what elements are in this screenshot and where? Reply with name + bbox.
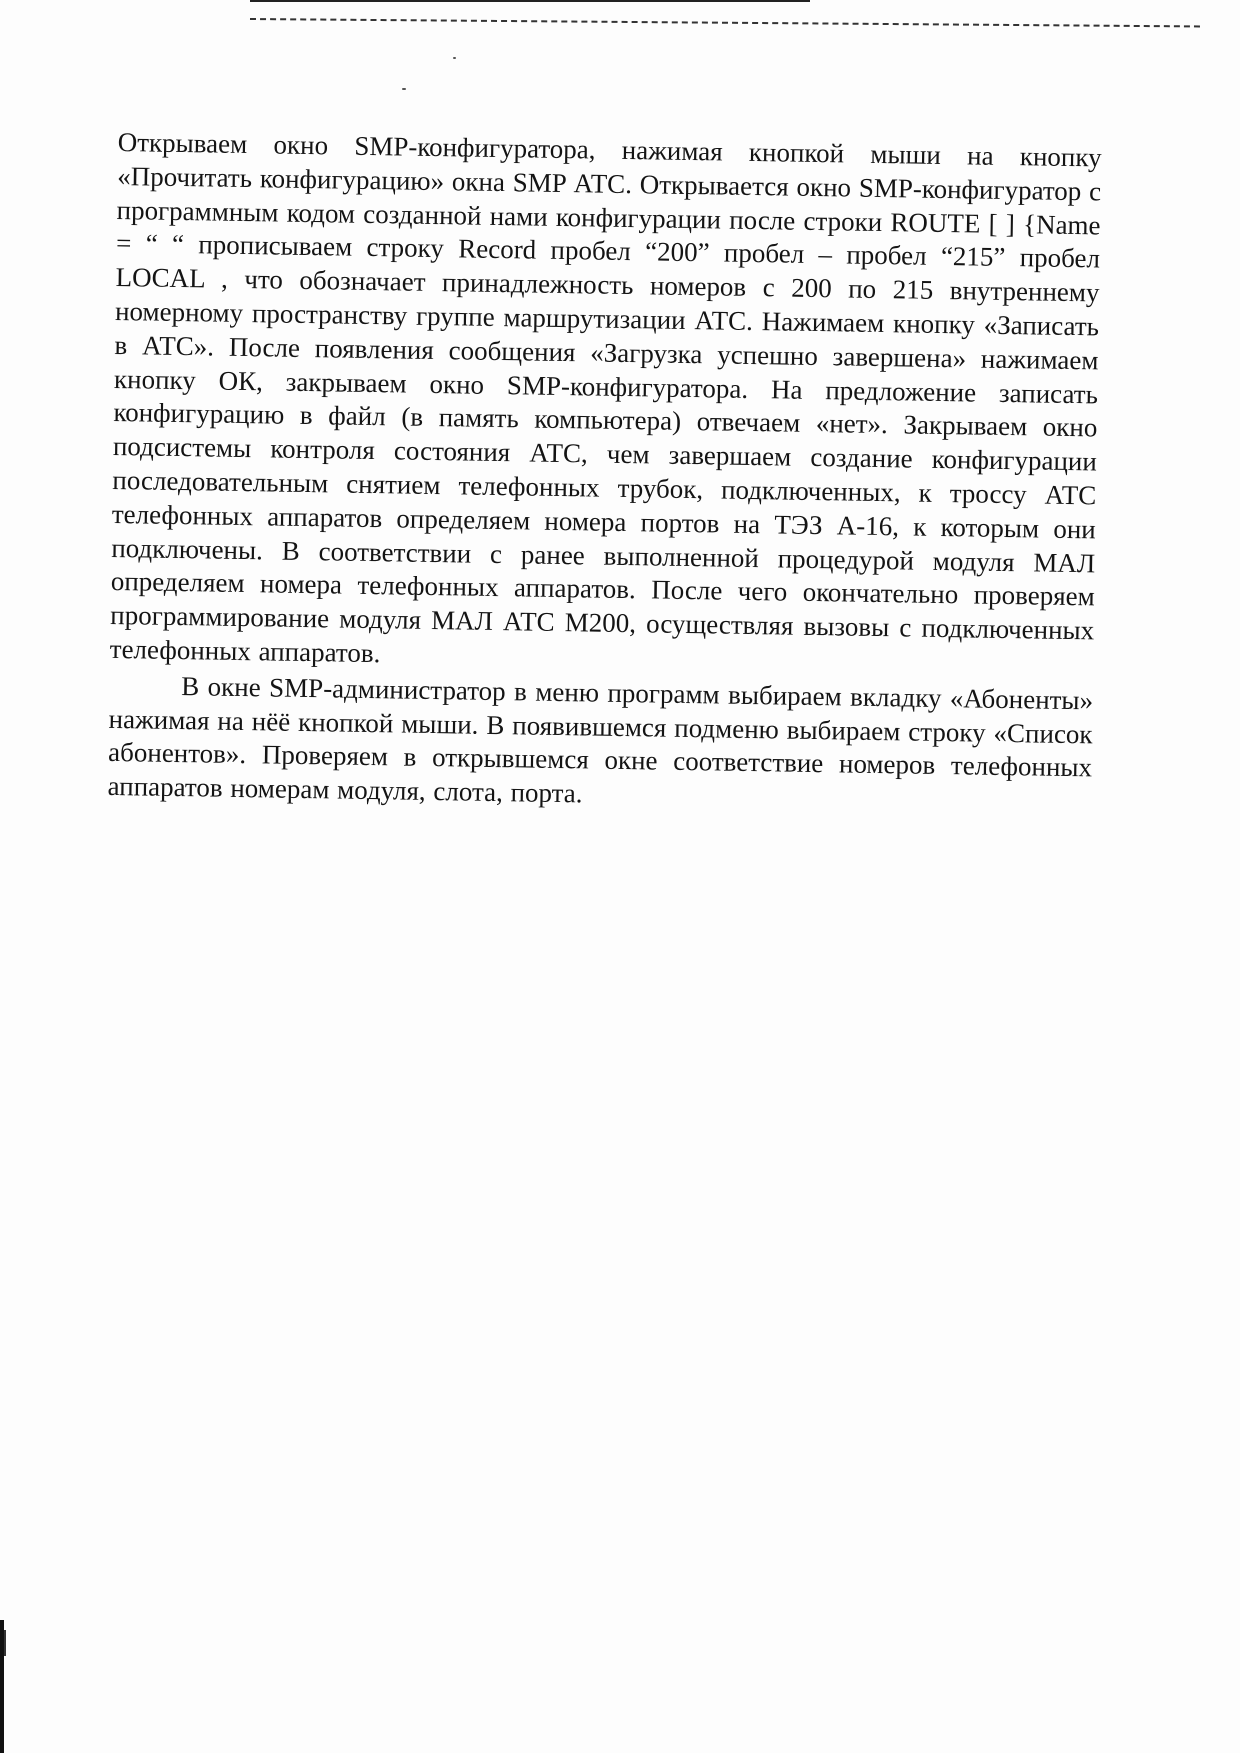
- paragraph-1: Открываем окно SMP-конфигуратора, нажимая кнопкой мыши на кнопку «Прочитать конфигурацию» окна SMP АТС. Открывается окно SMP-конфигуратор с программным кодом созданной нами конфигурации после строки ROUTE [ ] {Name = “ “ прописываем строку Record пробел “200” пробел – пробел “215” пробел LOCAL , что обозначает принадлежность номеров с 200 по 215 внутреннему номерному пространству группе маршрутизации АТС. Нажимаем кнопку «Записать в АТС». После появления сообщения «Загрузка успешно завершена» нажимаем кнопку ОК, закрываем окно SMP-конфигуратора. На предложение записать конфигурацию в файл (в память компьютера) отвечаем «нет». Закрываем окно подсистемы контроля состояния АТС, чем завершаем создание конфигурации последовательным снятием телефонных трубок, подключенных, к троссу АТС телефонных аппаратов определяем номера портов на ТЭЗ А-16, к которым они подключены. В соответствии с ранее выполненной процедурой модуля МАЛ определяем номера телефонных аппаратов. После чего окончательно проверяем программирование модуля МАЛ АТС М200, осуществляя вызовы с подключенных телефонных аппаратов.: [109, 126, 1102, 669]
- scan-speck: [453, 57, 456, 59]
- paragraph-2: В окне SMP-администратор в меню программ выбираем вкладку «Абоненты» нажимая на нёё кнопкой мыши. В появившемся подменю выбираем строку «Список абонентов». Проверяем в открывшемся окне соответствие номеров телефонных аппаратов номерам модуля, слота, порта.: [107, 670, 1094, 809]
- scan-top-rule: [250, 0, 810, 2]
- scan-left-edge-mark: [4, 1630, 6, 1656]
- scan-dashed-line: [250, 18, 1200, 27]
- scan-speck: [402, 88, 406, 90]
- document-body: [107, 126, 1102, 819]
